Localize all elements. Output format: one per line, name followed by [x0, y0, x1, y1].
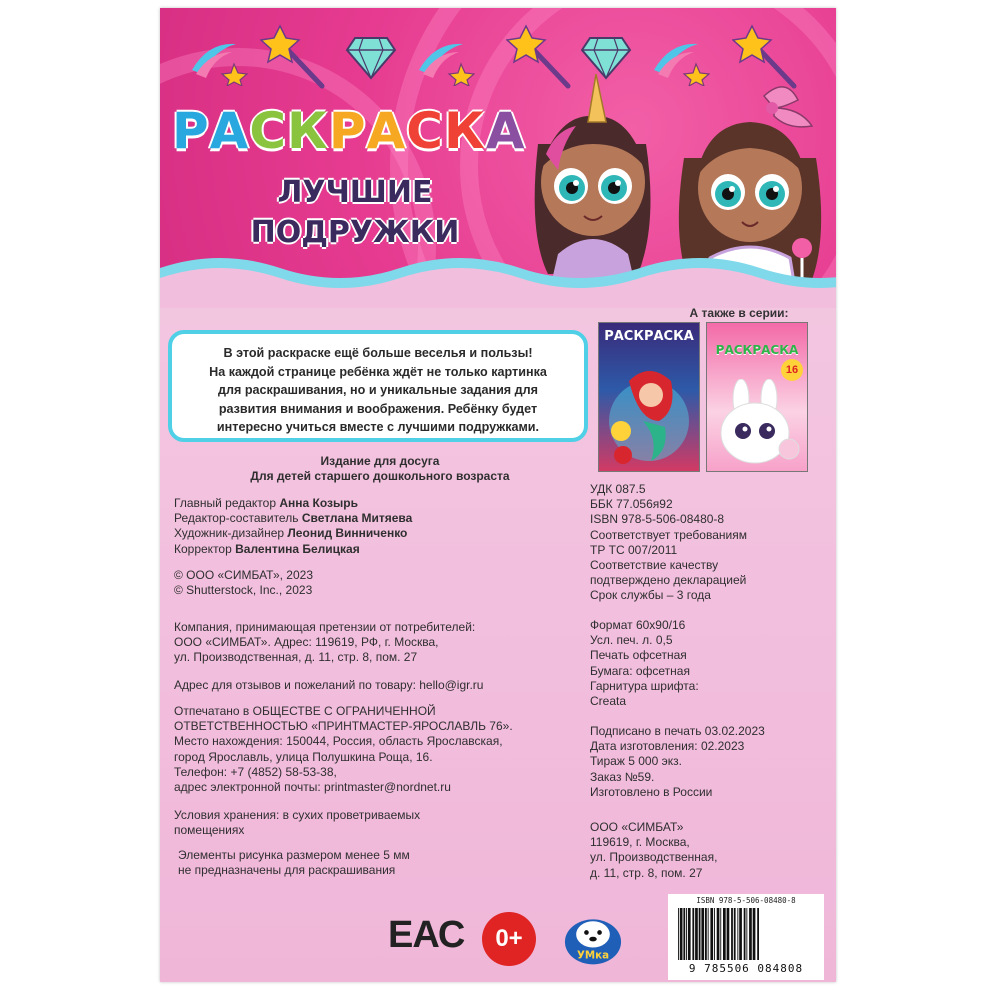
credit-row — [174, 526, 412, 541]
publisher-address-block — [590, 820, 717, 881]
credit-name: Леонид Винниченко — [287, 526, 408, 541]
series-cover-title: РАСКРАСКА — [604, 329, 694, 344]
barcode-digits: 9 785506 084808 — [688, 962, 804, 975]
credit-role: Художник-дизайнер — [174, 526, 285, 541]
warning-line: Элементы рисунка размером менее 5 мм — [178, 848, 410, 862]
print-spec-line: Бумага: офсетная — [590, 663, 690, 678]
series-label: А также в серии: — [689, 306, 789, 320]
publication-line: Подписано в печать 03.02.2023 — [590, 724, 765, 738]
feedback-line: Адрес для отзывов и пожеланий по товару: hello@igr.ru — [174, 678, 484, 692]
edition-line: Для детей старшего дошкольного возраста — [250, 469, 510, 484]
publication-dates-block — [590, 724, 765, 800]
series-cover-title: РАСКРАСКА — [715, 343, 799, 357]
publication-line: Изготовлено в России — [590, 784, 713, 799]
publisher-line: ул. Производственная, — [590, 850, 718, 865]
copyright-line: © Shutterstock, Inc., 2023 — [174, 583, 313, 598]
promo-description — [168, 330, 588, 442]
claims-line: Компания, принимающая претензии от потребителей: — [174, 620, 476, 634]
classification-line: ISBN 978-5-506-08480-8 — [590, 512, 725, 527]
classification-line: Соответствует требованиям — [590, 527, 747, 542]
header-wave — [160, 238, 836, 308]
storage-line: помещениях — [174, 823, 245, 838]
series-cover-mermaid[interactable] — [598, 322, 700, 472]
storage-line: Условия хранения: в сухих проветриваемых — [174, 808, 421, 822]
subtitle-line: ЛУЧШИЕ — [277, 175, 433, 210]
credit-name: Светлана Митяева — [301, 511, 413, 526]
isbn-barcode — [668, 894, 824, 980]
title-part: А — [485, 102, 526, 160]
barcode-bars — [676, 908, 816, 960]
eac-mark: ЕАС — [388, 914, 465, 956]
classification-line: Соответствие качеству — [590, 558, 719, 573]
credit-row — [174, 542, 412, 557]
publication-line: Заказ №59. — [590, 769, 655, 784]
classification-line: УДК 087.5 — [590, 482, 646, 496]
barcode-isbn: ISBN 978-5-506-08480-8 — [696, 896, 796, 905]
book-back-cover — [160, 8, 836, 982]
title-part: РА — [328, 102, 407, 160]
credit-role: Главный редактор — [174, 496, 277, 510]
credit-role: Корректор — [174, 541, 232, 556]
promo-line: для раскрашивания, но и уникальные задания для — [218, 383, 538, 397]
classification-line: ББК 77.056я92 — [590, 497, 673, 512]
credit-role: Редактор-составитель — [174, 511, 299, 526]
printer-line: Телефон: +7 (4852) 58-53-38, — [174, 764, 337, 779]
printer-line: Место нахождения: 150044, Россия, область Ярославская, — [174, 734, 503, 749]
subtitle-line: ПОДРУЖКИ — [250, 215, 460, 250]
claims-block — [174, 620, 475, 666]
print-specs-block — [590, 618, 699, 709]
warning-line: не предназначены для раскрашивания — [178, 863, 396, 878]
classification-line: Срок службы – 3 года — [590, 588, 711, 603]
publisher-line: д. 11, стр. 8, пом. 27 — [590, 865, 703, 880]
printer-line: ОТВЕТСТВЕННОСТЬЮ «ПРИНТМАСТЕР-ЯРОСЛАВЛЬ 76». — [174, 719, 513, 734]
credit-row — [174, 511, 412, 526]
edition-line: Издание для досуга — [320, 454, 440, 468]
promo-line: интересно учиться вместе с лучшими подружками. — [216, 420, 540, 434]
classification-line: подтверждено декларацией — [590, 573, 747, 588]
bunny-illustration — [707, 379, 807, 471]
claims-line: ООО «СИМБАТ». Адрес: 119619, РФ, г. Москва, — [174, 635, 439, 650]
mermaid-illustration — [599, 351, 699, 471]
shooting-star-icon — [188, 36, 248, 86]
shooting-star-icon — [415, 36, 475, 86]
diamond-icon — [345, 36, 397, 80]
title-part: СК — [249, 102, 329, 160]
printer-line: адрес электронной почты: printmaster@nordnet.ru — [174, 780, 451, 795]
title-part: СК — [406, 102, 486, 160]
classification-block — [590, 482, 747, 604]
promo-line: развития внимания и воображения. Ребёнку будет — [218, 401, 538, 416]
printer-line: город Ярославль, улица Полушкина Роща, 16. — [174, 749, 433, 764]
storage-block — [174, 808, 420, 838]
print-spec-line: Печать офсетная — [590, 648, 687, 663]
credit-name: Валентина Белицкая — [235, 541, 360, 556]
publication-line: Дата изготовления: 02.2023 — [590, 739, 745, 754]
magic-wand-icon — [260, 24, 330, 90]
title-part: РА — [172, 102, 250, 160]
print-spec-line: Creata — [590, 694, 627, 709]
print-spec-line: Гарнитура шрифта: — [590, 678, 699, 693]
umka-logo-icon — [564, 910, 622, 970]
credit-name: Анна Козырь — [279, 496, 358, 510]
printer-block — [174, 704, 513, 795]
print-spec-line: Формат 60х90/16 — [590, 618, 686, 632]
print-spec-line: Усл. печ. л. 0,5 — [590, 633, 673, 648]
stickers-badge: 16 — [781, 359, 803, 381]
credits-block — [174, 496, 412, 557]
cover-header — [160, 8, 836, 308]
promo-line: В этой раскраске ещё больше веселья и пользы! — [223, 346, 533, 360]
age-rating-badge: 0+ — [482, 912, 536, 966]
copyright-block — [174, 568, 313, 598]
publisher-line: ООО «СИМБАТ» — [590, 820, 684, 834]
warning-block — [178, 848, 410, 878]
publisher-logo-text: УМка — [576, 949, 610, 962]
publication-line: Тираж 5 000 экз. — [590, 754, 682, 769]
edition-info — [170, 454, 590, 484]
credit-row — [174, 496, 412, 511]
classification-line: ТР ТС 007/2011 — [590, 542, 678, 557]
promo-line: На каждой странице ребёнка ждёт не только картинка — [209, 364, 547, 379]
series-cover-bunny[interactable] — [706, 322, 808, 472]
claims-line: ул. Производственная, д. 11, стр. 8, пом. 27 — [174, 650, 418, 665]
copyright-line: © ООО «СИМБАТ», 2023 — [174, 568, 313, 582]
publisher-line: 119619, г. Москва, — [590, 835, 690, 850]
cover-title — [172, 102, 532, 160]
printer-line: Отпечатано в ОБЩЕСТВЕ С ОГРАНИЧЕННОЙ — [174, 704, 436, 718]
